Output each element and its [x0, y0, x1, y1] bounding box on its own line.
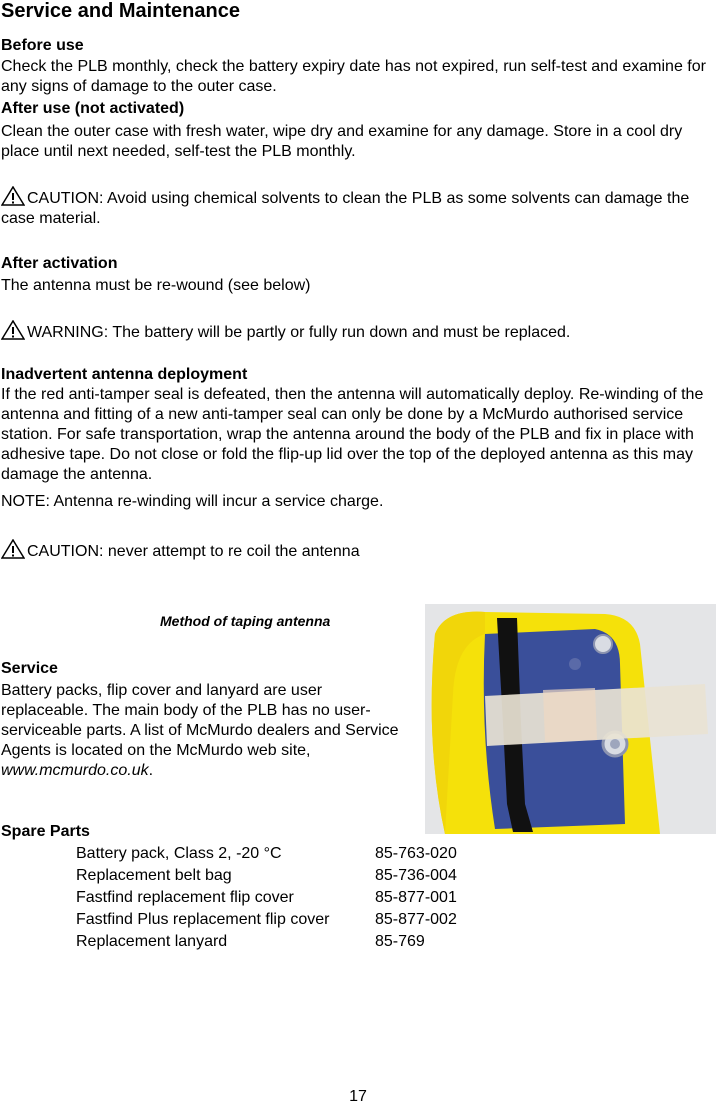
antenna-note: NOTE: Antenna re-winding will incur a service charge. [1, 493, 384, 510]
part-name: Fastfind replacement flip cover [76, 889, 294, 906]
caution-recoil [1, 539, 715, 562]
before-use-heading: Before use [1, 37, 84, 54]
warning-triangle-icon [1, 539, 25, 559]
list-item [76, 887, 457, 909]
before-use-text: Check the PLB monthly, check the battery expiry date has not expired, run self-test and examine for any signs of damage to the outer case. [1, 58, 706, 95]
list-item [76, 865, 457, 887]
antenna-taping-photo [425, 604, 716, 834]
list-item [76, 931, 457, 953]
warning-triangle-icon [1, 320, 25, 340]
part-name: Fastfind Plus replacement flip cover [76, 911, 330, 928]
part-code: 85-769 [375, 933, 425, 950]
list-item [76, 909, 457, 931]
spare-parts-list [76, 843, 457, 953]
photo-caption: Method of taping antenna [160, 613, 331, 629]
caution-solvents [1, 186, 715, 229]
part-code: 85-763-020 [375, 845, 457, 862]
service-text [1, 681, 401, 781]
part-code: 85-877-001 [375, 889, 457, 906]
part-code: 85-877-002 [375, 911, 457, 928]
part-name: Battery pack, Class 2, -20 °C [76, 845, 282, 862]
after-use-heading: After use (not activated) [1, 100, 185, 117]
caution-solvents-text: CAUTION: Avoid using chemical solvents to clean the PLB as some solvents can damage the case material. [1, 190, 690, 227]
service-period: . [148, 762, 154, 779]
antenna-deployment-heading: Inadvertent antenna deployment [1, 366, 248, 383]
warning-battery [1, 320, 715, 343]
spare-parts-heading: Spare Parts [1, 823, 90, 840]
list-item [76, 843, 457, 865]
antenna-deployment-text: If the red anti-tamper seal is defeated, then the antenna will automatically deploy. Re-winding of the antenna and fitting of a new anti-tamper seal can only be done by a McMurdo authorised service station. For safe transportation, wrap the antenna around the body of the PLB and fix in place with adhesive tape. Do not close or fold the flip-up lid over the top of the deployed antenna as this may damage the antenna. [1, 386, 704, 483]
part-name: Replacement lanyard [76, 933, 228, 950]
part-name: Replacement belt bag [76, 867, 232, 884]
service-heading: Service [1, 660, 58, 677]
caution-recoil-text: CAUTION: never attempt to re coil the antenna [27, 543, 360, 560]
page-number: 17 [349, 1088, 367, 1105]
warning-battery-text: WARNING: The battery will be partly or fully run down and must be replaced. [27, 324, 571, 341]
after-activation-heading: After activation [1, 255, 118, 272]
after-use-text: Clean the outer case with fresh water, wipe dry and examine for any damage. Store in a cool dry place until next needed, self-test the PLB monthly. [1, 123, 683, 160]
mcmurdo-website-link[interactable]: www.mcmurdo.co.uk [1, 762, 149, 779]
service-body: Battery packs, flip cover and lanyard are user replaceable. The main body of the PLB has no user-serviceable parts. A list of McMurdo dealers and Service Agents is located on the McMurdo web site, [1, 682, 399, 759]
page-title: Service and Maintenance [1, 0, 240, 22]
warning-triangle-icon [1, 186, 25, 206]
after-activation-text: The antenna must be re-wound (see below) [1, 277, 311, 294]
part-code: 85-736-004 [375, 867, 457, 884]
